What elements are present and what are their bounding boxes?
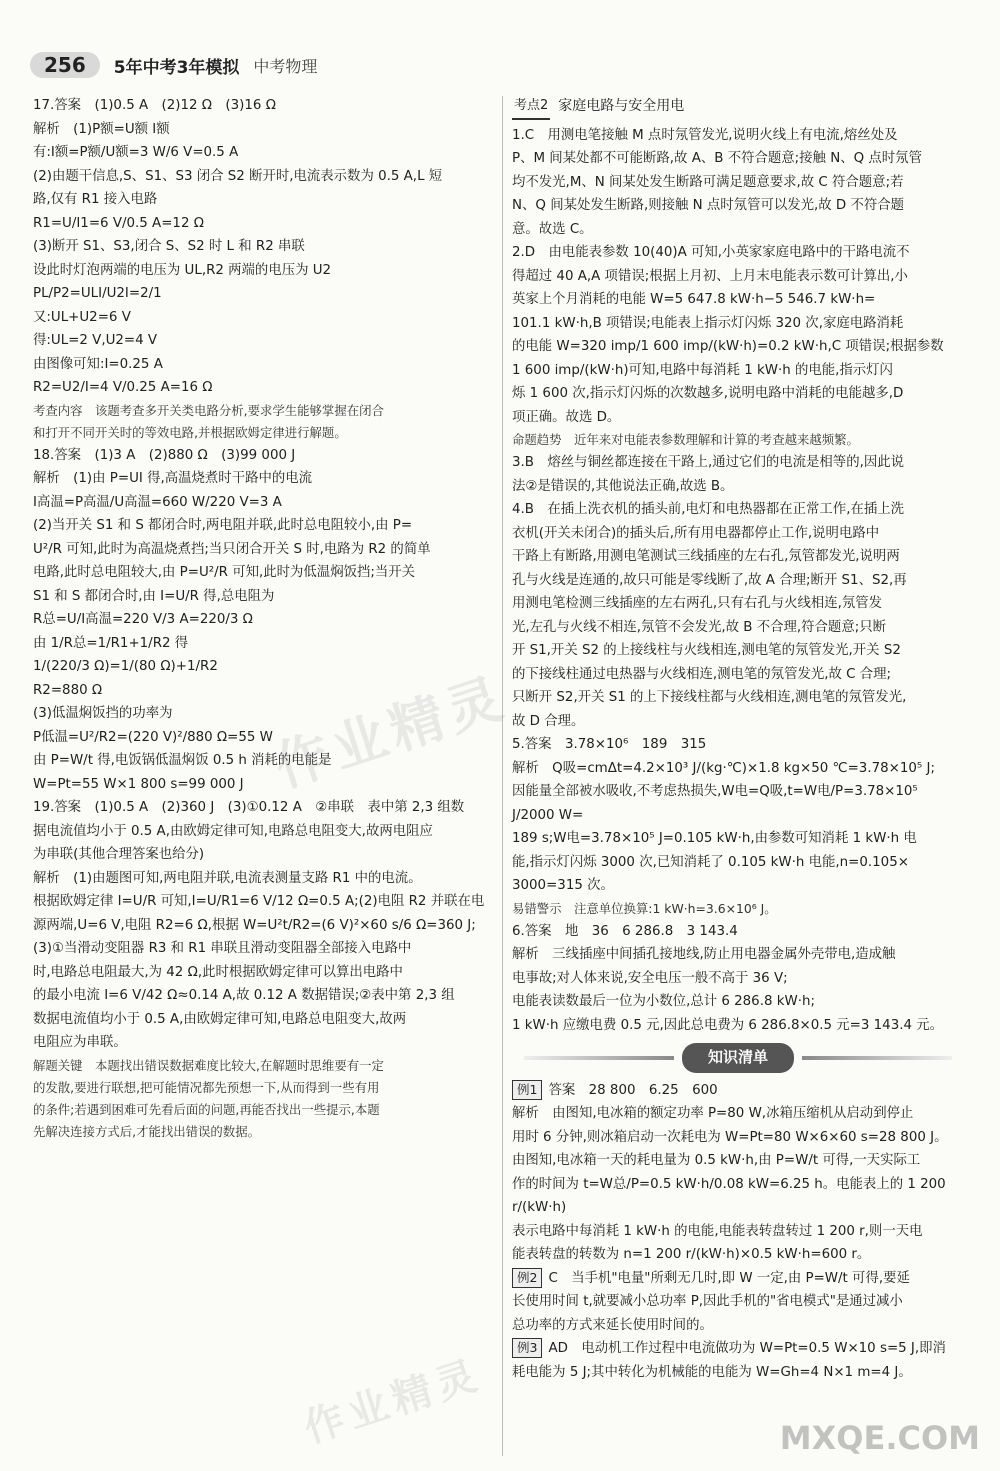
- text-line: 命题趋势 近年来对电能表参数理解和计算的考查越来越频繁。: [512, 432, 859, 447]
- example-line: [512, 1267, 964, 1291]
- example-text: 耗电能为 5 J;其中转化为机械能的电能为 W=Gh=4 N×1 m=4 J。: [512, 1364, 912, 1380]
- section-tag: 考点2: [512, 94, 550, 120]
- text-line: 2.D 由电能表参数 10(40)A 可知,小英家家庭电路中的干路电流不: [512, 245, 910, 260]
- text-line: 项正确。故选 D。: [512, 409, 621, 425]
- text-line: 得超过 40 A,A 项错误;根据上月初、上月末电能表示数可计算出,小: [512, 268, 908, 284]
- example-text: 表示电路中每消耗 1 kW·h 的电能,电能表转盘转过 1 200 r,则一天电: [512, 1223, 923, 1239]
- column-divider: [502, 96, 503, 1456]
- right-column: [512, 94, 964, 1384]
- text-line: 由 P=W/t 得,电饭锅低温焖饭 0.5 h 消耗的电能是: [33, 753, 332, 768]
- example-line: [512, 1149, 964, 1173]
- text-line: W=Pt=55 W×1 800 s=99 000 J: [33, 776, 244, 792]
- text-line: R1=U/I1=6 V/0.5 A=12 Ω: [33, 215, 204, 231]
- text-line: 衣机(开关未闭合)的插头后,所有用电器都停止工作,说明电路中: [512, 525, 880, 541]
- text-line: 解析 (1)由 P=UI 得,高温烧煮时干路中的电流: [33, 471, 313, 486]
- text-line: 电阻应为串联。: [33, 1035, 127, 1050]
- text-line: 只断开 S2,开关 S1 的上下接线柱都与火线相连,测电笔的氖管发光,: [512, 690, 907, 705]
- book-title: 5年中考3年模拟: [113, 57, 240, 78]
- text-line: (2)由题干信息,S、S1、S3 闭合 S2 断开时,电流表示数为 0.5 A,L 短: [33, 168, 443, 184]
- text-line: 英家上个月消耗的电能 W=5 647.8 kW·h−5 546.7 kW·h=: [512, 292, 876, 307]
- text-line: 4.B 在插上洗衣机的插头前,电灯和电热器都在正常工作,在插上洗: [512, 502, 905, 517]
- example-tag: 例1: [512, 1080, 542, 1100]
- text-line: (2)当开关 S1 和 S 都闭合时,两电阻并联,此时总电阻较小,由 P=: [33, 518, 413, 533]
- text-line: 1/(220/3 Ω)=1/(80 Ω)+1/R2: [33, 659, 218, 674]
- example-line: [512, 1361, 964, 1385]
- site-watermark: MXQE.COM: [779, 1419, 980, 1457]
- text-line: 6.答案 地 36 6 286.8 3 143.4: [512, 923, 738, 939]
- text-line: 易错警示 注意单位换算:1 kW·h=3.6×10⁶ J。: [512, 900, 777, 916]
- example-text: C 当手机"电量"所剩无几时,即 W 一定,由 P=W/t 可得,要延: [548, 1270, 910, 1286]
- page-number: 256: [30, 52, 100, 78]
- text-line: I高温=P高温/U高温=660 W/220 V=3 A: [33, 494, 282, 510]
- text-line: 电能表读数最后一位为小数位,总计 6 286.8 kW·h;: [512, 994, 815, 1009]
- example-tag: 例2: [512, 1268, 542, 1288]
- text-line: 1 600 imp/(kW·h)可知,电路中每消耗 1 kW·h 的电能,指示灯闪: [512, 362, 893, 378]
- text-line: 有:I额=P额/U额=3 W/6 V=0.5 A: [33, 145, 239, 160]
- example-text: 作的时间为 t=W总/P=0.5 kW·h/0.08 kW=6.25 h。电能表上的 1 200 r/(kW·h): [512, 1176, 946, 1215]
- answer-list: [512, 124, 964, 1038]
- text-line: 189 s;W电=3.78×10⁵ J=0.105 kW·h,由参数可知消耗 1 kW·h 电: [512, 831, 917, 846]
- text-line: 由图像可知:I=0.25 A: [33, 356, 163, 372]
- text-line: R总=U/I高温=220 V/3 A=220/3 Ω: [33, 612, 253, 627]
- text-line: (3)断开 S1、S3,闭合 S、S2 时 L 和 R2 串联: [33, 239, 305, 254]
- example-text: 长使用时间 t,就要减小总功率 P,因此手机的"省电模式"是通过减小: [512, 1294, 903, 1309]
- text-line: 法②是错误的,其他说法正确,故选 B。: [512, 478, 734, 494]
- example-tag: 例3: [512, 1338, 542, 1358]
- knowledge-banner: [512, 1043, 964, 1073]
- text-line: 解析 三线插座中间插孔接地线,防止用电器金属外壳带电,造成触: [512, 947, 896, 962]
- text-line: 均不发光,M、N 间某处发生断路可满足题意要求,故 C 符合题意;若: [512, 174, 904, 190]
- text-line: 因能量全部被水吸收,不考虑热损失,W电=Q吸,t=W电/P=3.78×10⁵ J/2000 W=: [512, 784, 918, 823]
- example-line: [512, 1126, 964, 1150]
- text-line: PL/P2=ULI/U2I=2/1: [33, 286, 162, 301]
- text-line: 能,指示灯闪烁 3000 次,已知消耗了 0.105 kW·h 电能,n=0.105×: [512, 854, 909, 870]
- text-line: P、M 间某处都不可能断路,故 A、B 不符合题意;接触 N、Q 点时氖管: [512, 151, 922, 166]
- text-line: 1 kW·h 应缴电费 0.5 元,因此总电费为 6 286.8×0.5 元=3 143.4 元。: [512, 1017, 944, 1033]
- text-line: 考查内容 该题考查多开关类电路分析,要求学生能够掌握在闭合: [33, 402, 384, 418]
- text-line: R2=880 Ω: [33, 682, 103, 698]
- text-line: 的发散,要进行联想,把可能情况都先预想一下,从而得到一些有用: [33, 1079, 380, 1095]
- text-line: 据电流值均小于 0.5 A,由欧姆定律可知,电路总电阻变大,故两电阻应: [33, 823, 433, 839]
- example-line: [512, 1243, 964, 1267]
- text-line: 电路,此时总电阻较大,由 P=U²/R 可知,此时为低温焖饭挡;当开关: [33, 565, 416, 580]
- example-line: [512, 1290, 964, 1314]
- page-header: [30, 52, 317, 78]
- section-title: 家庭电路与安全用电: [558, 98, 685, 114]
- example-text: 由图知,电冰箱一天的耗电量为 0.5 kW·h,由 P=W/t 可得,一天实际工: [512, 1153, 921, 1168]
- watermark-text: 作业精灵: [267, 665, 516, 800]
- text-line: 17.答案 (1)0.5 A (2)12 Ω (3)16 Ω: [33, 98, 276, 113]
- text-line: 数据电流值均小于 0.5 A,由欧姆定律可知,电路总电阻变大,故两: [33, 1011, 407, 1027]
- watermark-text: 作业精灵: [298, 1351, 488, 1453]
- example-line: [512, 1220, 964, 1244]
- text-line: 路,仅有 R1 接入电路: [33, 192, 158, 207]
- text-line: 根据欧姆定律 I=U/R 可知,I=U/R1=6 V/12 Ω=0.5 A;(2)电阻 R2 并联在电: [33, 894, 485, 909]
- text-line: 1.C 用测电笔接触 M 点时氖管发光,说明火线上有电流,熔丝处及: [512, 127, 898, 143]
- text-line: 设此时灯泡两端的电压为 UL,R2 两端的电压为 U2: [33, 262, 332, 278]
- text-line: 解析 Q吸=cmΔt=4.2×10³ J/(kg·℃)×1.8 kg×50 ℃=3.78×10⁵ J;: [512, 760, 935, 776]
- text-line: 源两端,U=6 V,电阻 R2=6 Ω,根据 W=U²t/R2=(6 V)²×60 s/6 Ω=360 J;: [33, 917, 476, 933]
- text-line: 又:UL+U2=6 V: [33, 309, 131, 325]
- example-text: 总功率的方式来延长使用时间的。: [512, 1317, 713, 1333]
- left-column: [33, 94, 493, 1143]
- example-line: [512, 1314, 964, 1338]
- text-line: 解题关键 本题找出错误数据难度比较大,在解题时思维要有一定: [33, 1057, 384, 1073]
- text-line: 的条件;若遇到困难可先看后面的问题,再能否找出一些提示,本题: [33, 1101, 380, 1117]
- text-line: 19.答案 (1)0.5 A (2)360 J (3)①0.12 A ②串联 表中第 2,3 组数: [33, 800, 465, 815]
- banner-bar-right: [802, 1056, 952, 1060]
- text-line: 5.答案 3.78×10⁶ 189 315: [512, 737, 707, 752]
- text-line: U²/R 可知,此时为高温烧煮挡;当只闭合开关 S 时,电路为 R2 的简单: [33, 541, 431, 557]
- text-line: (3)①当滑动变阻器 R3 和 R1 串联且滑动变阻器全部接入电路中: [33, 941, 412, 956]
- text-line: 101.1 kW·h,B 项错误;电能表上指示灯闪烁 320 次,家庭电路消耗: [512, 315, 904, 331]
- text-line: 解析 (1)P额=U额 I额: [33, 121, 170, 137]
- example-text: AD 电动机工作过程中电流做功为 W=Pt=0.5 W×10 s=5 J,即消: [548, 1341, 946, 1356]
- subject-label: 中考物理: [253, 56, 318, 76]
- text-line: 先解决连接方式后,才能找出错误的数据。: [33, 1123, 260, 1139]
- section-heading: [512, 94, 964, 120]
- text-line: 故 D 合理。: [512, 713, 585, 729]
- text-line: 18.答案 (1)3 A (2)880 Ω (3)99 000 J: [33, 447, 296, 463]
- text-line: 的电能 W=320 imp/1 600 imp/(kW·h)=0.2 kW·h,C 项错误;根据参数: [512, 339, 944, 354]
- text-line: 开 S1,开关 S2 的上接线柱与火线相连,测电笔的氖管发光,开关 S2: [512, 643, 901, 658]
- text-line: 3.B 熔丝与铜丝都连接在干路上,通过它们的电流是相等的,因此说: [512, 455, 905, 470]
- text-line: 得:UL=2 V,U2=4 V: [33, 333, 158, 348]
- text-line: 电事故;对人体来说,安全电压一般不高于 36 V;: [512, 970, 788, 986]
- text-line: 解析 (1)由题图可知,两电阻并联,电流表测量支路 R1 中的电流。: [33, 870, 422, 886]
- text-line: S1 和 S 都闭合时,由 I=U/R 得,总电阻为: [33, 588, 275, 604]
- example-line: [512, 1173, 964, 1220]
- example-text: 答案 28 800 6.25 600: [548, 1082, 718, 1098]
- example-text: 解析 由图知,电冰箱的额定功率 P=80 W,冰箱压缩机从启动到停止: [512, 1106, 914, 1121]
- text-line: 孔与火线是连通的,故只可能是零线断了,故 A 合理;断开 S1、S2,再: [512, 572, 907, 588]
- example-line: [512, 1102, 964, 1126]
- text-line: 为串联(其他合理答案也给分): [33, 847, 205, 862]
- text-line: 光,左孔与火线不相连,氖管不会发光,故 B 不合理,符合题意;只断: [512, 619, 887, 635]
- text-line: P低温=U²/R2=(220 V)²/880 Ω=55 W: [33, 729, 273, 745]
- text-line: 干路上有断路,用测电笔测试三线插座的左右孔,氖管都发光,说明两: [512, 549, 900, 564]
- text-line: R2=U2/I=4 V/0.25 A=16 Ω: [33, 380, 213, 395]
- example-list: [512, 1079, 964, 1385]
- example-line: [512, 1337, 964, 1361]
- example-line: [512, 1079, 964, 1103]
- text-line: 的下接线柱通过电热器与火线相连,测电笔的氖管发光,故 C 合理;: [512, 666, 892, 682]
- banner-bar-left: [524, 1056, 674, 1060]
- example-text: 能表转盘的转数为 n=1 200 r/(kW·h)×0.5 kW·h=600 r。: [512, 1247, 871, 1262]
- text-line: 用测电笔检测三线插座的左右两孔,只有右孔与火线相连,氖管发: [512, 596, 883, 611]
- text-line: 的最小电流 I=6 V/42 Ω≈0.14 A,故 0.12 A 数据错误;②表中第 2,3 组: [33, 988, 455, 1003]
- text-line: 意。故选 C。: [512, 221, 593, 237]
- text-line: 由 1/R总=1/R1+1/R2 得: [33, 635, 189, 651]
- text-line: 时,电路总电阻最大,为 42 Ω,此时根据欧姆定律可以算出电路中: [33, 964, 403, 980]
- banner-title: 知识清单: [682, 1043, 794, 1073]
- text-line: N、Q 间某处发生断路,则接触 N 点时氖管可以发光,故 D 不符合题: [512, 198, 905, 213]
- text-line: 烁 1 600 次,指示灯闪烁的次数越多,说明电路中消耗的电能越多,D: [512, 386, 904, 401]
- example-text: 用时 6 分钟,则冰箱启动一次耗电为 W=Pt=80 W×6×60 s=28 800 J。: [512, 1129, 948, 1145]
- text-line: 和打开不同开关时的等效电路,并根据欧姆定律进行解题。: [33, 424, 347, 440]
- text-line: (3)低温焖饭挡的功率为: [33, 706, 173, 721]
- text-line: 3000=315 次。: [512, 878, 614, 893]
